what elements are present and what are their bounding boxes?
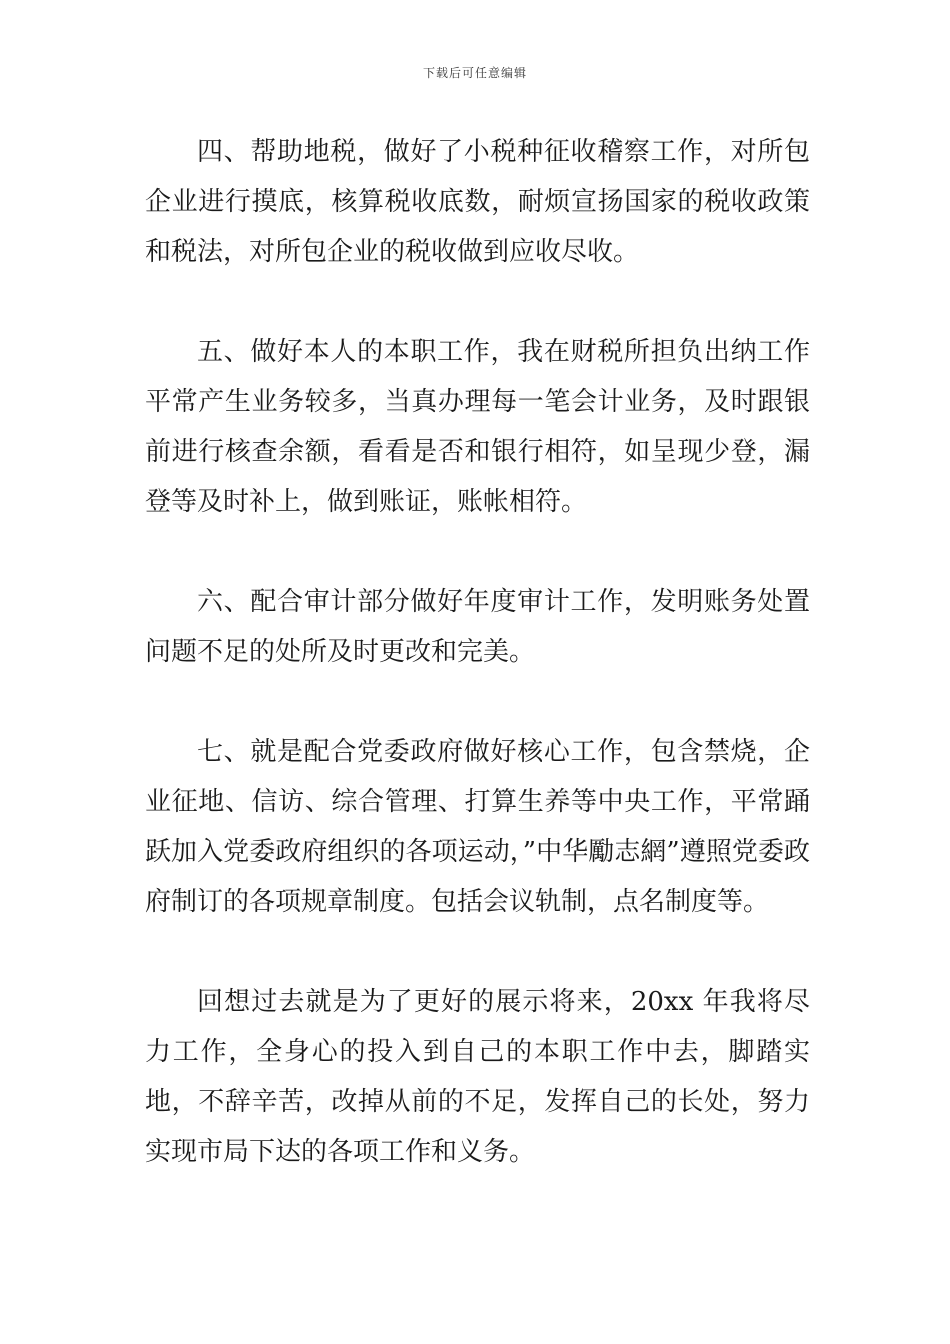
document-body [145, 127, 810, 1177]
paragraph-six: 六、配合审计部分做好年度审计工作，发明账务处置问题不足的处所及时更改和完美。 [145, 587, 810, 667]
paragraph-five: 五、做好本人的本职工作，我在财税所担负出纳工作平常产生业务较多，当真办理每一笔会计业务，及时跟银前进行核查余额，看看是否和银行相符，如呈现少登，漏登等及时补上，做到账证，账帐相符。 [145, 337, 810, 517]
paragraph-four: 四、帮助地税，做好了小税种征收稽察工作，对所包企业进行摸底，核算税收底数，耐烦宣扬国家的税收政策和税法，对所包企业的税收做到应收尽收。 [145, 137, 810, 267]
header-note: 下载后可任意编辑 [422, 66, 527, 80]
paragraph-seven: 七、就是配合党委政府做好核心工作，包含禁烧，企业征地、信访、综合管理、打算生养等中央工作，平常踊跃加入党委政府组织的各项运动，”中华勵志網”遵照党委政府制订的各项规章制度。包括会议轨制，点名制度等。 [145, 737, 810, 917]
paragraph-conclusion: 回想过去就是为了更好的展示将来，20xx 年我将尽力工作，全身心的投入到自己的本职工作中去，脚踏实地，不辞辛苦，改掉从前的不足，发挥自己的长处，努力实现市局下达的各项工作和义务。 [145, 987, 810, 1167]
